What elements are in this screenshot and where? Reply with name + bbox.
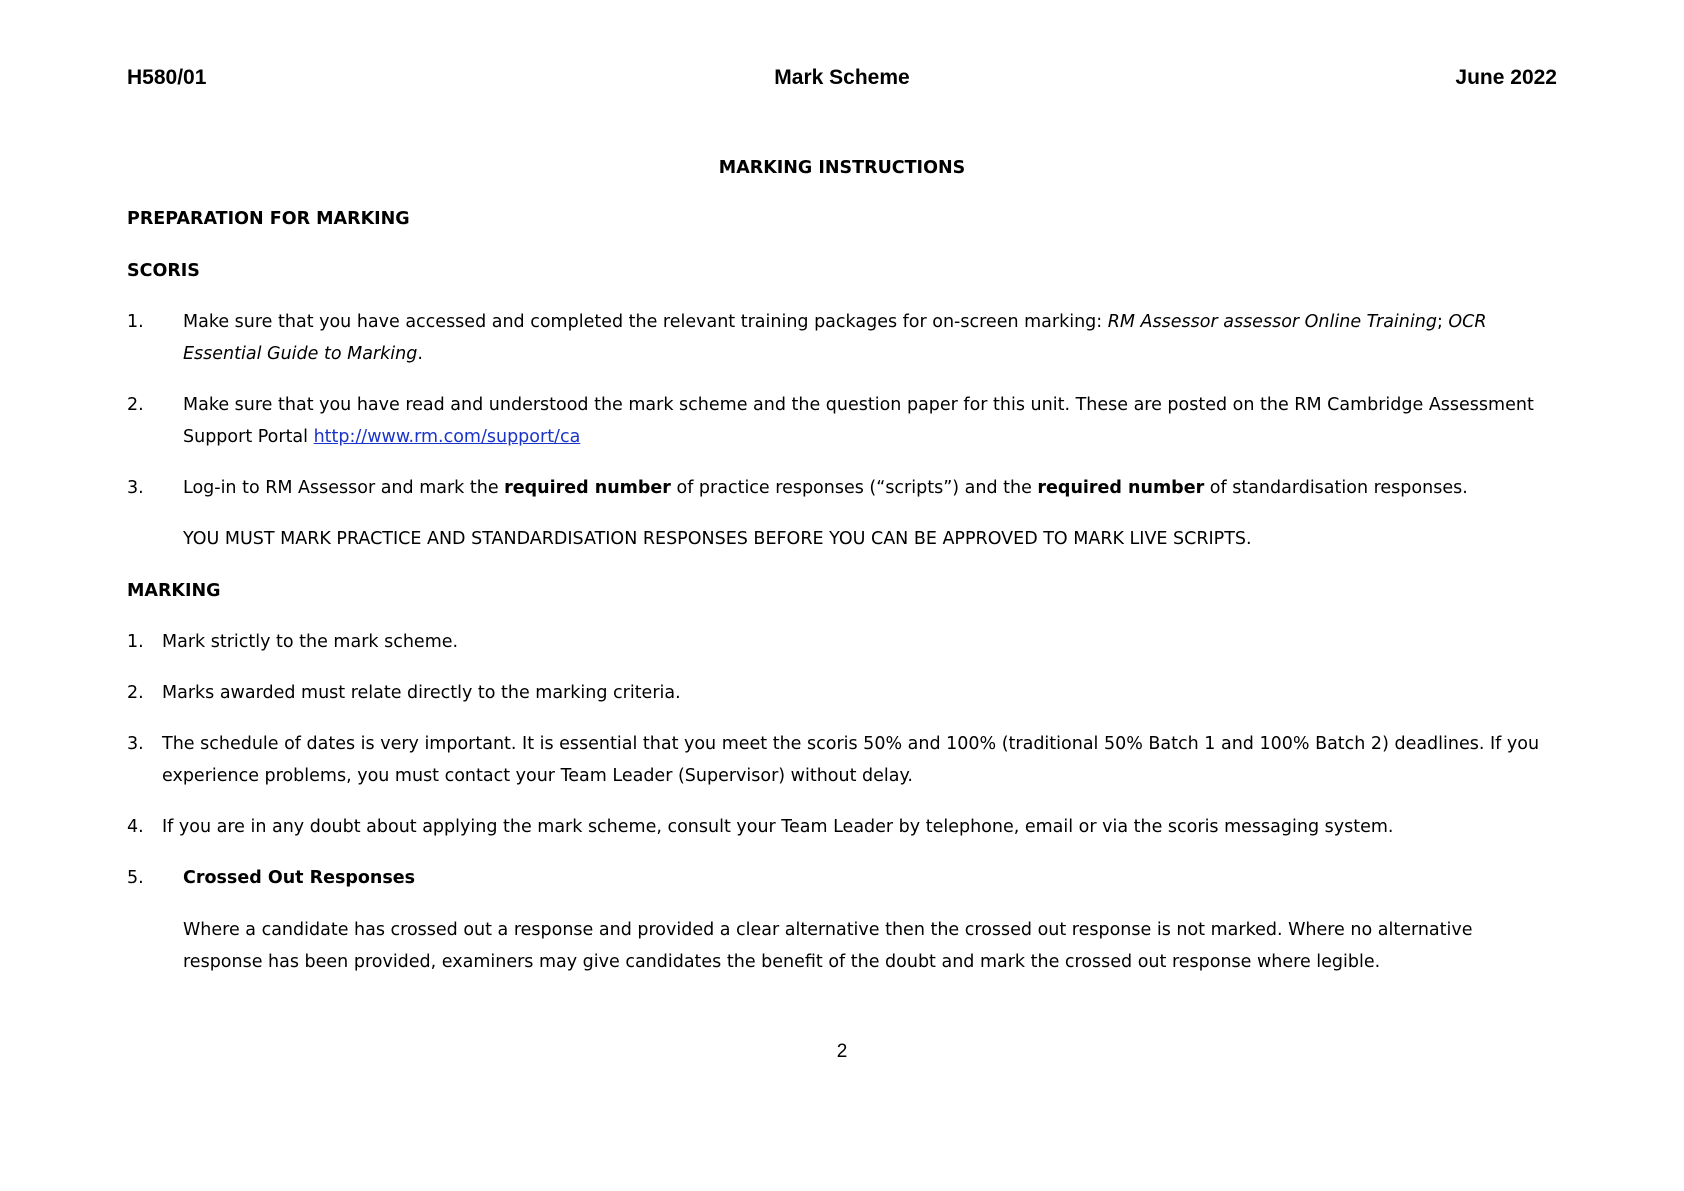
marking-item-4-number: 4.	[127, 817, 144, 837]
prep-item-3: Log-in to RM Assessor and mark the required number of practice responses (“scripts”) and the required number of standardisation responses.	[183, 478, 1468, 498]
prep-item-1-line-2: Essential Guide to Marking.	[183, 344, 423, 364]
prep-item-2-number: 2.	[127, 395, 144, 415]
header-title: Mark Scheme	[774, 66, 910, 89]
prep-item-1-number: 1.	[127, 312, 144, 332]
standardisation-notice: YOU MUST MARK PRACTICE AND STANDARDISATION RESPONSES BEFORE YOU CAN BE APPROVED TO MARK LIVE SCRIPTS.	[183, 529, 1252, 549]
marking-heading: MARKING	[127, 581, 221, 601]
marking-item-5-number: 5.	[127, 868, 144, 888]
training-name: RM Assessor assessor Online Training	[1107, 312, 1437, 332]
page-header	[127, 66, 1557, 98]
support-portal-link[interactable]: http://www.rm.com/support/ca	[313, 427, 581, 447]
prep-item-2-line-1: Make sure that you have read and understood the mark scheme and the question paper for this unit. These are posted on the RM Cambridge Assessment	[183, 395, 1534, 415]
marking-item-3-line-2: experience problems, you must contact your Team Leader (Supervisor) without delay.	[162, 766, 913, 786]
marking-item-3-line-1: The schedule of dates is very important. It is essential that you meet the scoris 50% and 100% (traditional 50% Batch 1 and 100% Batch 2) deadlines. If you	[162, 734, 1540, 754]
marking-item-1: Mark strictly to the mark scheme.	[162, 632, 459, 652]
marking-item-3-number: 3.	[127, 734, 144, 754]
marking-item-3	[162, 728, 1582, 792]
marking-item-4: If you are in any doubt about applying the mark scheme, consult your Team Leader by telephone, email or via the scoris messaging system.	[162, 817, 1394, 837]
prep-item-2	[183, 389, 1583, 453]
marking-item-2-number: 2.	[127, 683, 144, 703]
prep-item-1	[183, 306, 1583, 370]
page-number: 2	[836, 1041, 848, 1062]
crossed-out-heading: Crossed Out Responses	[183, 868, 416, 888]
crossed-out-line-1: Where a candidate has crossed out a response and provided a clear alternative then the crossed out response is not marked. Where no alternative	[183, 920, 1473, 940]
paper-code: H580/01	[127, 66, 207, 89]
crossed-out-text	[183, 914, 1583, 978]
preparation-heading: PREPARATION FOR MARKING	[127, 209, 410, 229]
header-date: June 2022	[1455, 66, 1557, 89]
prep-item-3-number: 3.	[127, 478, 144, 498]
crossed-out-line-2: response has been provided, examiners may give candidates the benefit of the doubt and mark the crossed out response where legible.	[183, 952, 1381, 972]
scoris-subheading: SCORIS	[127, 261, 200, 281]
prep-item-1-line-1: Make sure that you have accessed and completed the relevant training packages for on-screen marking: RM Assessor assessor Online Training; OCR	[183, 312, 1487, 332]
document-title: MARKING INSTRUCTIONS	[718, 158, 966, 178]
prep-item-2-line-2: Support Portal http://www.rm.com/support/ca	[183, 427, 581, 447]
marking-item-2: Marks awarded must relate directly to the marking criteria.	[162, 683, 681, 703]
ocr-guide-end: Essential Guide to Marking	[183, 344, 418, 364]
ocr-guide-start: OCR	[1448, 312, 1487, 332]
marking-item-1-number: 1.	[127, 632, 144, 652]
